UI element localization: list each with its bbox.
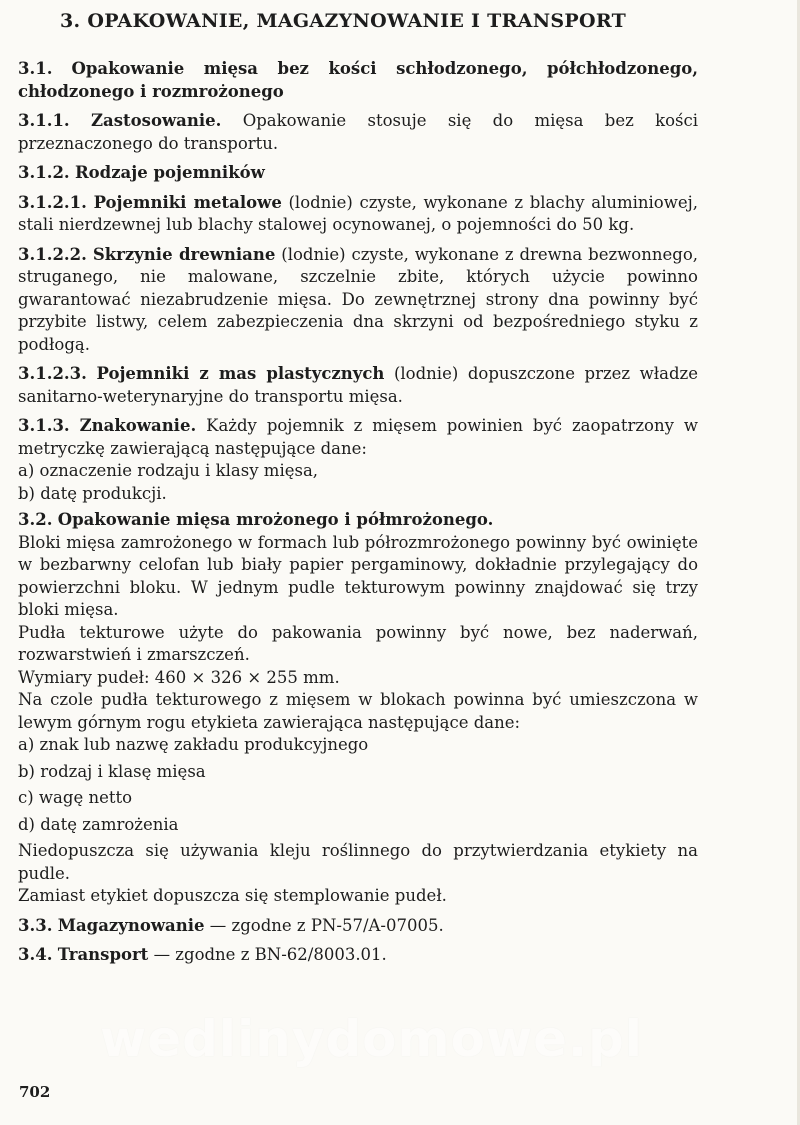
list-item: a) oznaczenie rodzaju i klasy mięsa, bbox=[18, 461, 319, 480]
section-number: 3.1.2. bbox=[18, 163, 70, 182]
section-number: 3.1.2.2. bbox=[18, 244, 87, 264]
section-heading: Opakowanie mięsa bez kości schłodzonego, półchłodzonego, chłodzonego i rozmrożonego bbox=[18, 59, 698, 101]
page-title: 3. OPAKOWANIE, MAGAZYNOWANIE I TRANSPORT bbox=[60, 10, 627, 32]
section-3-1-3 bbox=[18, 415, 698, 460]
section-number: 3.3. bbox=[18, 915, 53, 935]
page-number: 702 bbox=[19, 1083, 51, 1101]
section-heading: Rodzaje pojemników bbox=[74, 163, 265, 182]
section-text: Opakowanie stosuje się do mięsa bez kości przeznaczonego do transportu. bbox=[18, 111, 699, 153]
section-number: 3.1.2.1. bbox=[18, 192, 87, 212]
section-3-4 bbox=[18, 944, 698, 967]
section-heading: Magazynowanie bbox=[57, 915, 205, 935]
section-number: 3.1. bbox=[18, 59, 53, 78]
section-text: — zgodne z PN-57/A-07005. bbox=[209, 915, 444, 935]
list-item: b) datę produkcji. bbox=[18, 483, 167, 503]
list-item: b) rodzaj i klasę mięsa bbox=[18, 761, 206, 781]
paragraph: Pudła tekturowe użyte do pakowania powinny być nowe, bez naderwań, rozwarstwień i zmarszczeń. bbox=[18, 622, 698, 664]
document-body bbox=[18, 58, 698, 974]
list-item: c) wagę netto bbox=[18, 788, 133, 807]
section-heading: Pojemniki z mas plastycznych bbox=[96, 364, 385, 383]
section-heading: Opakowanie mięsa mrożonego i półmrożonego. bbox=[57, 510, 494, 529]
section-3-1 bbox=[18, 58, 698, 103]
section-heading: Pojemniki metalowe bbox=[93, 192, 282, 212]
section-heading: Skrzynie drewniane bbox=[92, 244, 276, 264]
section-3-1-2 bbox=[18, 162, 698, 185]
section-text: (lodnie) czyste, wykonane z blachy aluminiowej, stali nierdzewnej lub blachy stalowej ocynowanej, o pojemności do 50 kg. bbox=[18, 192, 698, 234]
section-number: 3.2. bbox=[18, 510, 53, 529]
paragraph: Niedopuszcza się używania kleju roślinnego do przytwierdzania etykiety na pudle. bbox=[18, 841, 698, 883]
watermark: wedlinydomowe.pl bbox=[100, 1010, 643, 1068]
section-number: 3.1.3. bbox=[18, 416, 70, 435]
section-3-2 bbox=[18, 509, 698, 532]
section-number: 3.1.1. bbox=[18, 111, 70, 130]
list-item: d) datę zamrożenia bbox=[18, 814, 179, 834]
paragraph: Bloki mięsa zamrożonego w formach lub półrozmrożonego powinny być owinięte w bezbarwny celofan lub biały papier pergaminowy, dokładnie przylegający do powierzchni bloku. W jednym pudle tekturowym powinny znajdować się trzy bloki mięsa. bbox=[18, 532, 698, 619]
paragraph: Zamiast etykiet dopuszcza się stemplowanie pudeł. bbox=[18, 886, 447, 905]
paragraph: Na czole pudła tekturowego z mięsem w blokach powinna być umieszczona w lewym górnym rogu etykieta zawierająca następujące dane: bbox=[18, 690, 698, 732]
section-3-1-2-1 bbox=[18, 192, 698, 237]
section-heading: Znakowanie. bbox=[79, 416, 197, 435]
section-text: Każdy pojemnik z mięsem powinien być zaopatrzony w metryczkę zawierającą następujące dane: bbox=[18, 416, 698, 458]
section-text: (lodnie) czyste, wykonane z drewna bezwonnego, struganego, nie malowane, szczelnie zbite, których użycie powinno gwarantować niezabrudzenie mięsa. Do zewnętrznej strony dna powinny być przybite listwy, celem zabezpieczenia dna skrzyni od bezpośredniego styku z podłogą. bbox=[18, 244, 699, 354]
section-number: 3.4. bbox=[18, 945, 53, 964]
section-3-1-2-2 bbox=[18, 244, 698, 357]
section-3-1-2-3 bbox=[18, 363, 698, 408]
section-3-1-1 bbox=[18, 110, 698, 155]
section-heading: Transport bbox=[57, 945, 149, 964]
list-item: a) znak lub nazwę zakładu produkcyjnego bbox=[18, 735, 369, 754]
section-number: 3.1.2.3. bbox=[18, 364, 87, 383]
paragraph: Wymiary pudeł: 460 × 326 × 255 mm. bbox=[18, 667, 340, 687]
section-heading: Zastosowanie. bbox=[91, 111, 222, 130]
section-text: — zgodne z BN-62/8003.01. bbox=[153, 945, 387, 964]
section-text: (lodnie) dopuszczone przez władze sanitarno-weterynaryjne do transportu mięsa. bbox=[18, 364, 699, 406]
section-3-3 bbox=[18, 915, 698, 938]
